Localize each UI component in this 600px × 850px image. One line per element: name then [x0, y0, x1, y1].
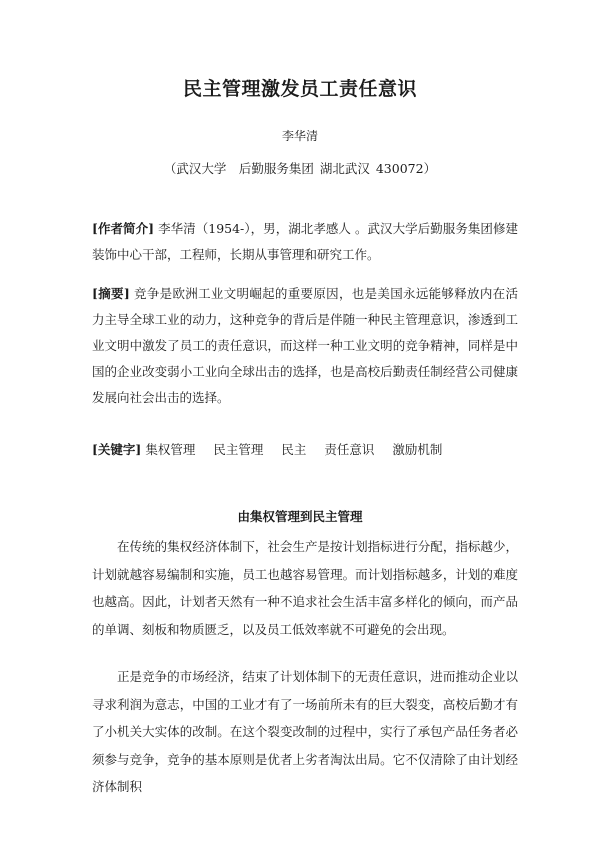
author-affiliation: （武汉大学 后勤服务集团 湖北武汉 430072）: [163, 161, 437, 176]
keyword: 民主管理: [213, 442, 264, 457]
keywords: [92, 437, 518, 463]
author-name: 李华清: [281, 129, 318, 143]
author-intro-label: [作者简介]: [92, 221, 155, 236]
body-paragraph: 在传统的集权经济体制下，社会生产是按计划指标进行分配，指标越少，计划就越容易编制和实施，员工也越容易管理。而计划指标越多，计划的难度也越高。因此，计划者天然有一种不追求社会生活丰富多样化的倾向，而产品的单调、刻板和物质匮乏，以及员工低效率就不可避免的会出现。: [92, 539, 518, 637]
abstract-label: [摘要]: [92, 286, 130, 301]
keyword: 责任意识: [324, 442, 375, 457]
abstract-text: 竞争是欧洲工业文明崛起的重要原因，也是美国永远能够释放内在活力主导全球工业的动力，这种竞争的背后是伴随一种民主管理意识，渗透到工业文明中激发了员工的责任意识，而这样一种工业文明的竞争精神，同样是中国的企业改变弱小工业向全球出击的选择，也是高校后勤责任制经营公司健康发展向社会出击的选择。: [92, 286, 518, 405]
keyword: 民主: [281, 442, 307, 457]
author-intro: [92, 216, 518, 268]
abstract: [92, 281, 518, 411]
keyword: 集权管理: [145, 442, 196, 457]
paper-title: 民主管理激发员工责任意识: [182, 78, 417, 100]
keywords-label: [关键字]: [92, 442, 142, 457]
keyword: 激励机制: [392, 442, 443, 457]
author-intro-text: 李华清（1954-），男，湖北孝感人 。武汉大学后勤服务集团修建装饰中心干部，工程师，长期从事管理和研究工作。: [92, 221, 518, 262]
body-paragraph: 正是竞争的市场经济，结束了计划体制下的无责任意识，进而推动企业以寻求利润为意志，中国的工业才有了一场前所未有的巨大裂变，高校后勤才有了小机关大实体的改制。在这个裂变改制的过程中，实行了承包产品任务者必须参与竞争，竞争的基本原则是优者上劣者淘汰出局。它不仅清除了由计划经济体制积: [92, 669, 518, 794]
section-heading: 由集权管理到民主管理: [237, 509, 363, 524]
